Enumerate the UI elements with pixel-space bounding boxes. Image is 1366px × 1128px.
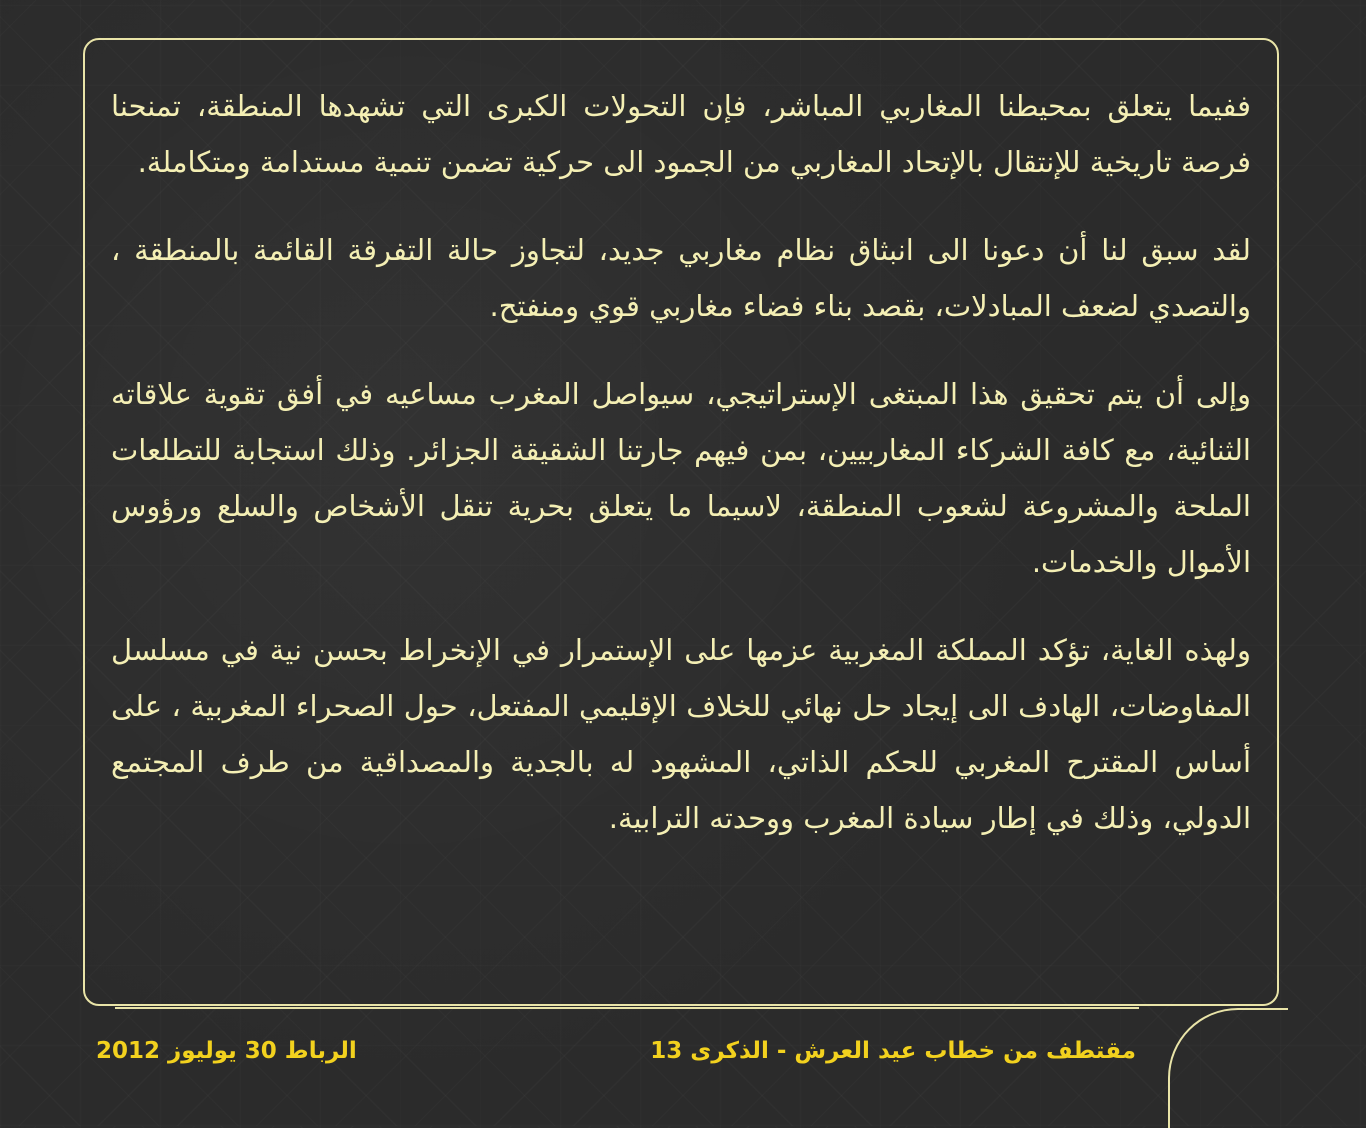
place-date-caption: الرباط 30 يوليوز 2012: [96, 1038, 357, 1064]
quote-paragraph: وإلى أن يتم تحقيق هذا المبتغى الإستراتيجي، سيواصل المغرب مساعيه في أفق تقوية علاقاته الثنائية، مع كافة الشركاء المغاربيين، بمن فيهم جارتنا الشقيقة الجزائر. وذلك استجابة للتطلعات الملحة والمشروعة لشعوب المنطقة، لاسيما ما يتعلق بحرية تنقل الأشخاص والسلع ورؤوس الأموال والخدمات.: [111, 377, 1251, 579]
quote-paragraph: ففيما يتعلق بمحيطنا المغاربي المباشر، فإن التحولات الكبرى التي تشهدها المنطقة، تمنحنا فرصة تاريخية للإنتقال بالإتحاد المغاربي من الجمود الى حركية تضمن تنمية مستدامة ومتكاملة.: [111, 89, 1251, 179]
source-caption: مقتطف من خطاب عيد العرش - الذكرى 13: [650, 1038, 1136, 1064]
speech-quote-box: [83, 38, 1279, 1006]
decorative-corner-arc: [1168, 1008, 1288, 1128]
footer-divider: [115, 1007, 1139, 1009]
quote-paragraph: لقد سبق لنا أن دعونا الى انبثاق نظام مغاربي جديد، لتجاوز حالة التفرقة القائمة بالمنطقة ، والتصدي لضعف المبادلات، بقصد بناء فضاء مغاربي قوي ومنفتح.: [111, 233, 1251, 323]
quote-paragraph: ولهذه الغاية، تؤكد المملكة المغربية عزمها على الإستمرار في الإنخراط بحسن نية في مسلسل المفاوضات، الهادف الى إيجاد حل نهائي للخلاف الإقليمي المفتعل، حول الصحراء المغربية ، على أساس المقترح المغربي للحكم الذاتي، المشهود له بالجدية والمصداقية من طرف المجتمع الدولي، وذلك في إطار سيادة المغرب ووحدته الترابية.: [111, 633, 1251, 835]
